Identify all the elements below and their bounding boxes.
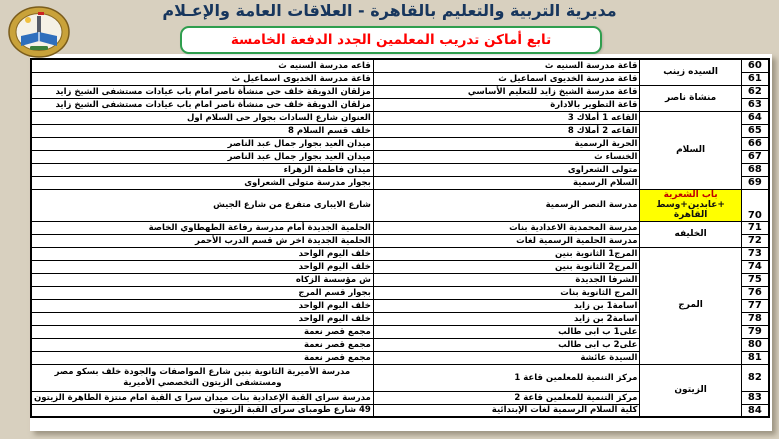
school-cell: الشرفا الجديدة bbox=[373, 273, 640, 286]
school-cell: المرج الثانوية بنات bbox=[373, 286, 640, 299]
table-row bbox=[31, 111, 769, 124]
serial-cell: 64 bbox=[741, 111, 769, 124]
address-cell: مدرسة سراى القبة الإعدادية بنات ميدان سرا ى القبة امام منتزة الطاهرة الزيتون bbox=[31, 391, 373, 404]
school-cell: على1 ب ابى طالب bbox=[373, 325, 640, 338]
serial-cell: 83 bbox=[741, 391, 769, 404]
document-sheet bbox=[30, 54, 772, 431]
region-line-2: +عابدين+وسط القاهرة bbox=[656, 199, 725, 221]
region-cell bbox=[640, 189, 741, 221]
table-row bbox=[31, 85, 769, 98]
address-cell: مزلقان الدويقة خلف حى منشأة ناصر امام باب عيادات مستشفى الشيخ زايد bbox=[31, 98, 373, 111]
subtitle-banner-text: تابع أماكن تدريب المعلمين الجدد الدفعة الخامسة bbox=[230, 32, 552, 48]
serial-cell: 71 bbox=[741, 221, 769, 234]
table-row bbox=[31, 221, 769, 234]
school-cell: اسامة1 بن زايد bbox=[373, 299, 640, 312]
school-cell: مدرسة المحمدية الاعدادية بنات bbox=[373, 221, 640, 234]
school-cell: على2 ب ابى طالب bbox=[373, 338, 640, 351]
address-cell: مدرسة الأميرية الثانوية بنين شارع المواصفات والجودة خلف بسكو مصر ومستشفى الزيتون التخصصي الأميرية bbox=[31, 364, 373, 391]
serial-cell: 77 bbox=[741, 299, 769, 312]
serial-cell: 66 bbox=[741, 137, 769, 150]
address-cell: بجوار قسم المرج bbox=[31, 286, 373, 299]
region-cell: منشاة ناصر bbox=[640, 85, 741, 111]
logo-base-band bbox=[30, 46, 48, 50]
serial-cell: 63 bbox=[741, 98, 769, 111]
serial-cell: 69 bbox=[741, 176, 769, 189]
school-cell: كلية السلام الرسمية لغات الإبتدائية bbox=[373, 404, 640, 417]
serial-cell: 68 bbox=[741, 163, 769, 176]
region-cell: السيده زينب bbox=[640, 59, 741, 85]
serial-cell: 81 bbox=[741, 351, 769, 364]
school-cell: مركز التنمية للمعلمين قاعة 2 bbox=[373, 391, 640, 404]
training-locations-table bbox=[30, 58, 770, 418]
region-cell: المرج bbox=[640, 247, 741, 364]
serial-cell: 62 bbox=[741, 85, 769, 98]
address-cell: مجمع قصر نعمة bbox=[31, 338, 373, 351]
table-row bbox=[31, 59, 769, 72]
address-cell: الحلمية الجديدة اخر ش قسم الدرب الأحمر bbox=[31, 234, 373, 247]
address-cell: قاعة مدرسة الخديوى اسماعيل ث bbox=[31, 72, 373, 85]
address-cell: شارع الايبارى متفرع من شارع الجيش bbox=[31, 189, 373, 221]
address-cell: 49 شارع طومباى سراى القبة الزيتون bbox=[31, 404, 373, 417]
school-cell: المرج1 الثانوية بنين bbox=[373, 247, 640, 260]
address-cell: مجمع قصر نعمة bbox=[31, 351, 373, 364]
school-cell: قاعة مدرسة الخديوى اسماعيل ث bbox=[373, 72, 640, 85]
address-cell: قاعه مدرسة السنيه ث bbox=[31, 59, 373, 72]
school-cell: المرج2 الثانوية بنين bbox=[373, 260, 640, 273]
address-cell: خلف قسم السلام 8 bbox=[31, 124, 373, 137]
tower-icon bbox=[37, 16, 41, 34]
serial-cell: 65 bbox=[741, 124, 769, 137]
address-cell: مزلقان الدويقة خلف حى منشأة ناصر امام باب عيادات مستشفى الشيخ زايد bbox=[31, 85, 373, 98]
school-cell: الحرية الرسمية bbox=[373, 137, 640, 150]
serial-cell: 74 bbox=[741, 260, 769, 273]
region-cell: السلام bbox=[640, 111, 741, 189]
address-cell: ميدان فاطمة الزهراء bbox=[31, 163, 373, 176]
serial-cell: 76 bbox=[741, 286, 769, 299]
address-cell: مجمع قصر نعمة bbox=[31, 325, 373, 338]
serial-cell: 60 bbox=[741, 59, 769, 72]
school-cell: قاعة مدرسة الشيخ زايد للتعليم الأساسي bbox=[373, 85, 640, 98]
ministry-logo bbox=[8, 6, 70, 58]
school-cell: مدرسة النصر الرسمية bbox=[373, 189, 640, 221]
table-row bbox=[31, 189, 769, 221]
address-cell: العنوان شارع السادات بجوار حى السلام اول bbox=[31, 111, 373, 124]
serial-cell: 72 bbox=[741, 234, 769, 247]
serial-cell: 70 bbox=[741, 189, 769, 221]
serial-cell: 67 bbox=[741, 150, 769, 163]
region-cell: الزيتون bbox=[640, 364, 741, 417]
address-cell: خلف اليوم الواحد bbox=[31, 299, 373, 312]
address-cell: خلف اليوم الواحد bbox=[31, 247, 373, 260]
region-line-1: باب الشعرية bbox=[663, 189, 718, 200]
sun-icon bbox=[25, 17, 31, 23]
address-cell: ميدان العيد بجوار جمال عبد الناصر bbox=[31, 150, 373, 163]
address-cell: ميدان العيد بجوار جمال عبد الناصر bbox=[31, 137, 373, 150]
school-cell: السلام الرسمية bbox=[373, 176, 640, 189]
serial-cell: 79 bbox=[741, 325, 769, 338]
table-row bbox=[31, 247, 769, 260]
serial-cell: 82 bbox=[741, 364, 769, 391]
region-cell: الخليفه bbox=[640, 221, 741, 247]
school-cell: الخنساء ث bbox=[373, 150, 640, 163]
address-cell: خلف اليوم الواحد bbox=[31, 312, 373, 325]
school-cell: اسامة2 بن زايد bbox=[373, 312, 640, 325]
school-cell: مدرسة الحلمية الرسمية لغات bbox=[373, 234, 640, 247]
serial-cell: 73 bbox=[741, 247, 769, 260]
serial-cell: 75 bbox=[741, 273, 769, 286]
serial-cell: 80 bbox=[741, 338, 769, 351]
school-cell: السيدة عائشة bbox=[373, 351, 640, 364]
school-cell: القاعه 1 أملاك 3 bbox=[373, 111, 640, 124]
serial-cell: 84 bbox=[741, 404, 769, 417]
table-body bbox=[31, 59, 769, 417]
school-cell: متولى الشعراوى bbox=[373, 163, 640, 176]
serial-cell: 61 bbox=[741, 72, 769, 85]
school-cell: قاعة التطوير بالادارة bbox=[373, 98, 640, 111]
school-cell: قاعة مدرسة السنيه ث bbox=[373, 59, 640, 72]
page-title: مديرية التربية والتعليم بالقاهرة - العلاقات العامة والإعـلام bbox=[162, 1, 617, 20]
flag-icon bbox=[38, 12, 44, 15]
table-row bbox=[31, 364, 769, 391]
serial-cell: 78 bbox=[741, 312, 769, 325]
address-cell: الحلمية الجديدة أمام مدرسة رفاعة الطهطاوي الخاصة bbox=[31, 221, 373, 234]
school-cell: مركز التنمية للمعلمين قاعة 1 bbox=[373, 364, 640, 391]
school-cell: القاعه 2 أملاك 8 bbox=[373, 124, 640, 137]
address-cell: بجوار مدرسة متولى الشعراوى bbox=[31, 176, 373, 189]
subtitle-banner bbox=[180, 26, 602, 54]
address-cell: خلف اليوم الواحد bbox=[31, 260, 373, 273]
address-cell: ش مؤسسة الزكاه bbox=[31, 273, 373, 286]
